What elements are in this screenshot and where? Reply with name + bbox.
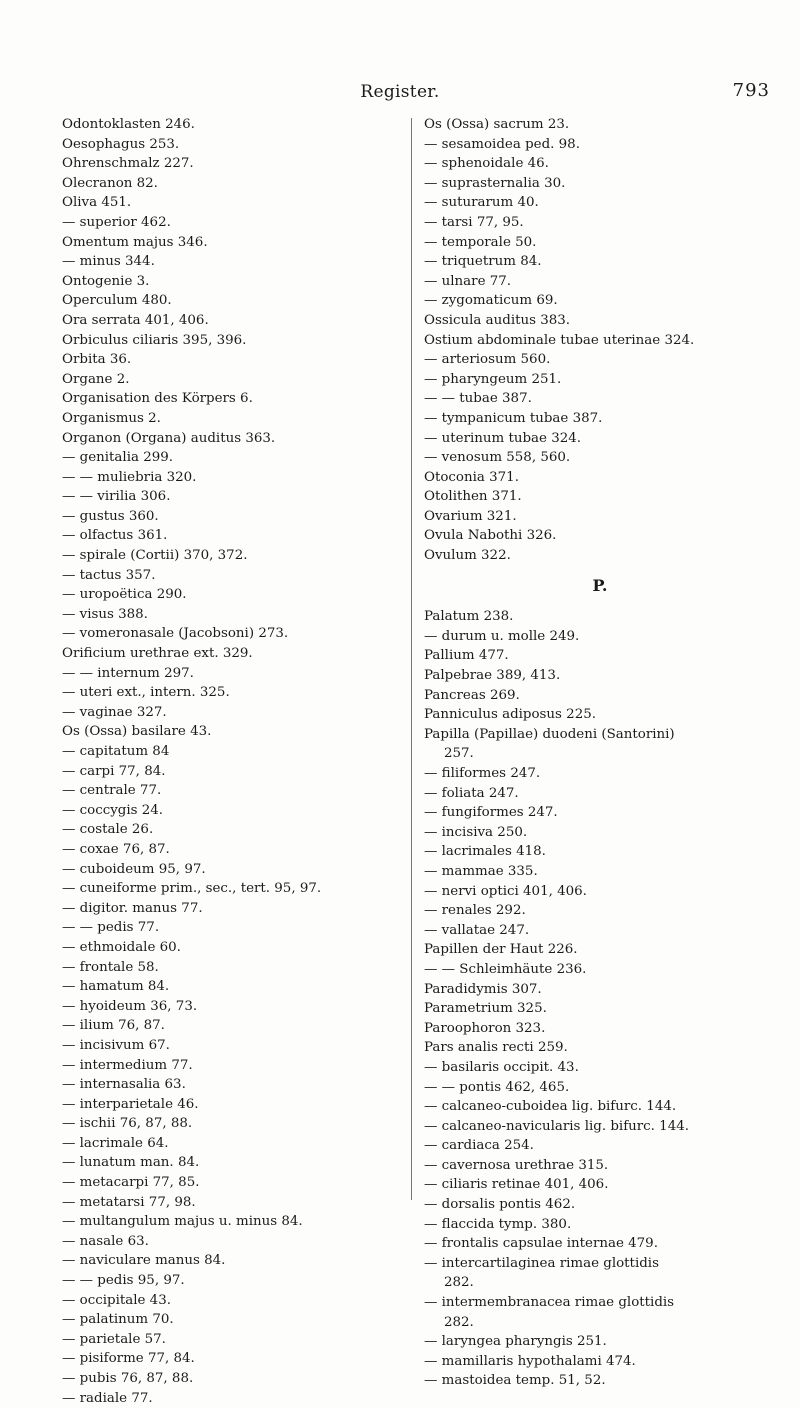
index-entry: Panniculus adiposus 225. bbox=[424, 707, 596, 723]
index-entry: — — tubae 387. bbox=[424, 391, 532, 407]
index-entry: — genitalia 299. bbox=[62, 450, 174, 466]
index-entry: — triquetrum 84. bbox=[424, 254, 542, 270]
index-entry: — mammae 335. bbox=[424, 863, 538, 879]
index-entry: — uteri ext., intern. 325. bbox=[62, 685, 230, 701]
index-entry: — foliata 247. bbox=[424, 785, 519, 801]
index-entry: Ora serrata 401, 406. bbox=[62, 312, 209, 328]
index-entry: — uropoëtica 290. bbox=[62, 587, 187, 603]
column-divider bbox=[411, 118, 412, 1200]
running-title: Register. bbox=[360, 82, 440, 102]
index-column-left bbox=[62, 115, 400, 1408]
index-entry: — sesamoidea ped. 98. bbox=[424, 136, 580, 152]
index-entry: — intermedium 77. bbox=[62, 1057, 193, 1073]
index-entry: — minus 344. bbox=[62, 254, 155, 270]
index-entry: Palpebrae 389, 413. bbox=[424, 668, 561, 684]
index-entry: — cuboideum 95, 97. bbox=[62, 861, 206, 877]
index-entry: Orbita 36. bbox=[62, 352, 132, 368]
index-entry: Organon (Organa) auditus 363. bbox=[62, 430, 276, 446]
index-entry: — gustus 360. bbox=[62, 508, 159, 524]
index-entry: — — muliebria 320. bbox=[62, 469, 197, 485]
index-entry: — frontale 58. bbox=[62, 959, 159, 975]
index-block-o bbox=[424, 115, 776, 566]
index-entry: — parietale 57. bbox=[62, 1331, 166, 1347]
index-entry: Ontogenie 3. bbox=[62, 273, 150, 289]
index-entry: — pisiforme 77, 84. bbox=[62, 1351, 195, 1367]
index-entry: Orbiculus ciliaris 395, 396. bbox=[62, 332, 247, 348]
index-entry: Ossicula auditus 383. bbox=[424, 312, 571, 328]
index-entry: Oliva 451. bbox=[62, 195, 132, 211]
index-entry: Os (Ossa) sacrum 23. bbox=[424, 117, 570, 132]
index-entry: — cuneiforme prim., sec., tert. 95, 97. bbox=[62, 881, 322, 897]
index-entry: — frontalis capsulae internae 479. bbox=[424, 1236, 658, 1252]
index-entry: — temporale 50. bbox=[424, 234, 537, 250]
index-entry: — coccygis 24. bbox=[62, 802, 164, 818]
index-entry: — venosum 558, 560. bbox=[424, 450, 571, 466]
index-entry: — calcaneo-cuboidea lig. bifurc. 144. bbox=[424, 1099, 677, 1115]
index-entry: Os (Ossa) basilare 43. bbox=[62, 724, 212, 740]
index-entry: — dorsalis pontis 462. bbox=[424, 1197, 576, 1213]
index-entry: — sphenoidale 46. bbox=[424, 156, 549, 172]
index-entry: — pubis 76, 87, 88. bbox=[62, 1371, 194, 1386]
index-entry: — intermembranacea rimae glottidis bbox=[424, 1295, 675, 1311]
index-entry: Olecranon 82. bbox=[62, 175, 158, 191]
index-entry: 282. bbox=[444, 1314, 474, 1330]
index-entry: — palatinum 70. bbox=[62, 1312, 174, 1328]
index-entry: — tactus 357. bbox=[62, 567, 156, 583]
index-entry: Organe 2. bbox=[62, 371, 130, 387]
index-entry: — — virilia 306. bbox=[62, 489, 171, 505]
index-entry: Palatum 238. bbox=[424, 609, 514, 625]
index-entry: — metatarsi 77, 98. bbox=[62, 1194, 196, 1210]
index-entry: Paradidymis 307. bbox=[424, 981, 542, 997]
index-entry: — flaccida tymp. 380. bbox=[424, 1216, 572, 1232]
index-entry: — lunatum man. 84. bbox=[62, 1155, 200, 1171]
index-entry: — suturarum 40. bbox=[424, 195, 539, 211]
index-entry: — olfactus 361. bbox=[62, 528, 168, 544]
index-entry: Pars analis recti 259. bbox=[424, 1040, 568, 1056]
index-entry: — tympanicum tubae 387. bbox=[424, 410, 603, 426]
index-entry: — pharyngeum 251. bbox=[424, 371, 562, 387]
index-entry: — filiformes 247. bbox=[424, 766, 541, 781]
page-number: 793 bbox=[732, 80, 770, 101]
index-entry: — visus 388. bbox=[62, 606, 148, 622]
index-entry: — coxae 76, 87. bbox=[62, 841, 170, 857]
index-entry: — nervi optici 401, 406. bbox=[424, 883, 587, 899]
index-entry: Ovula Nabothi 326. bbox=[424, 528, 557, 544]
index-entry: Omentum majus 346. bbox=[62, 234, 208, 250]
index-entry: — hyoideum 36, 73. bbox=[62, 998, 198, 1014]
index-entry: — centrale 77. bbox=[62, 783, 162, 799]
index-entry: — naviculare manus 84. bbox=[62, 1253, 226, 1269]
index-entry: Operculum 480. bbox=[62, 293, 172, 309]
index-entry: — mastoidea temp. 51, 52. bbox=[424, 1373, 606, 1389]
index-entry: Papilla (Papillae) duodeni (Santorini) bbox=[424, 726, 675, 742]
index-entry: — ciliaris retinae 401, 406. bbox=[424, 1177, 609, 1193]
index-entry: — intercartilaginea rimae glottidis bbox=[424, 1255, 659, 1271]
index-entry: Ohrenschmalz 227. bbox=[62, 156, 194, 172]
index-entry: — laryngea pharyngis 251. bbox=[424, 1334, 607, 1350]
index-entry: Odontoklasten 246. bbox=[62, 117, 195, 132]
index-entry: Otoconia 371. bbox=[424, 469, 519, 485]
index-entry: Ovulum 322. bbox=[424, 548, 511, 564]
index-entry: — — Schleimhäute 236. bbox=[424, 961, 587, 977]
index-entry: — hamatum 84. bbox=[62, 979, 170, 995]
index-entry: — basilaris occipit. 43. bbox=[424, 1059, 579, 1075]
index-entry: 257. bbox=[444, 746, 474, 762]
index-entry: — fungiformes 247. bbox=[424, 805, 558, 821]
index-entry: — — pontis 462, 465. bbox=[424, 1079, 570, 1095]
index-entry: — — pedis 77. bbox=[62, 920, 160, 936]
index-entry: — vomeronasale (Jacobsoni) 273. bbox=[62, 626, 289, 642]
index-entry: — metacarpi 77, 85. bbox=[62, 1175, 200, 1191]
index-entry: — ethmoidale 60. bbox=[62, 939, 181, 955]
index-entry: — tarsi 77, 95. bbox=[424, 214, 524, 230]
index-entry: — multangulum majus u. minus 84. bbox=[62, 1214, 303, 1230]
index-entry: Oesophagus 253. bbox=[62, 136, 180, 152]
index-entry: — lacrimale 64. bbox=[62, 1135, 169, 1151]
index-entry: — incisiva 250. bbox=[424, 824, 528, 840]
index-entry: — interparietale 46. bbox=[62, 1096, 199, 1112]
index-block-p bbox=[424, 607, 776, 1391]
index-entry: — ischii 76, 87, 88. bbox=[62, 1116, 193, 1132]
index-entry: Pancreas 269. bbox=[424, 687, 520, 703]
index-entry: — cavernosa urethrae 315. bbox=[424, 1157, 609, 1173]
index-entry: — radiale 77. bbox=[62, 1390, 153, 1406]
index-entry: — — pedis 95, 97. bbox=[62, 1273, 185, 1289]
index-entry: — nasale 63. bbox=[62, 1233, 149, 1249]
index-entry: — calcaneo-navicularis lig. bifurc. 144. bbox=[424, 1118, 690, 1134]
index-entry: — digitor. manus 77. bbox=[62, 900, 203, 916]
index-entry: — costale 26. bbox=[62, 822, 154, 838]
index-entry: Orificium urethrae ext. 329. bbox=[62, 646, 253, 662]
index-entry: — occipitale 43. bbox=[62, 1292, 171, 1308]
index-entry: — vallatae 247. bbox=[424, 922, 530, 938]
index-entry: — carpi 77, 84. bbox=[62, 763, 166, 779]
index-entry: — internasalia 63. bbox=[62, 1077, 186, 1093]
index-entry: — zygomaticum 69. bbox=[424, 293, 558, 309]
index-entry: — capitatum 84 bbox=[62, 744, 170, 759]
index-entry: Otolithen 371. bbox=[424, 489, 522, 505]
index-entry: Organisation des Körpers 6. bbox=[62, 391, 253, 407]
index-entry: — suprasternalia 30. bbox=[424, 175, 566, 191]
index-entry: Organismus 2. bbox=[62, 410, 161, 426]
index-entry: — — internum 297. bbox=[62, 665, 194, 681]
index-entry: — durum u. molle 249. bbox=[424, 628, 580, 644]
index-entry: — incisivum 67. bbox=[62, 1037, 170, 1053]
index-entry: — ilium 76, 87. bbox=[62, 1018, 165, 1034]
index-entry: — mamillaris hypothalami 474. bbox=[424, 1353, 636, 1369]
index-entry: — cardiaca 254. bbox=[424, 1138, 534, 1154]
index-entry: 282. bbox=[444, 1275, 474, 1291]
index-entry: Ovarium 321. bbox=[424, 508, 517, 524]
index-entry: Papillen der Haut 226. bbox=[424, 942, 578, 958]
section-letter: P. bbox=[592, 575, 608, 595]
index-entry: — lacrimales 418. bbox=[424, 844, 546, 860]
index-entry: — vaginae 327. bbox=[62, 704, 167, 720]
index-entry: — uterinum tubae 324. bbox=[424, 430, 582, 446]
index-entry: Pallium 477. bbox=[424, 648, 509, 664]
index-entry: — superior 462. bbox=[62, 214, 171, 230]
index-entry: — ulnare 77. bbox=[424, 273, 512, 289]
index-entry: — spirale (Cortii) 370, 372. bbox=[62, 548, 248, 564]
index-entry: — renales 292. bbox=[424, 903, 526, 919]
index-entry: Paroophoron 323. bbox=[424, 1020, 546, 1036]
index-entry: — arteriosum 560. bbox=[424, 352, 551, 368]
index-column-right bbox=[424, 115, 776, 1391]
index-entry: Parametrium 325. bbox=[424, 1001, 547, 1017]
index-entry: Ostium abdominale tubae uterinae 324. bbox=[424, 332, 695, 348]
